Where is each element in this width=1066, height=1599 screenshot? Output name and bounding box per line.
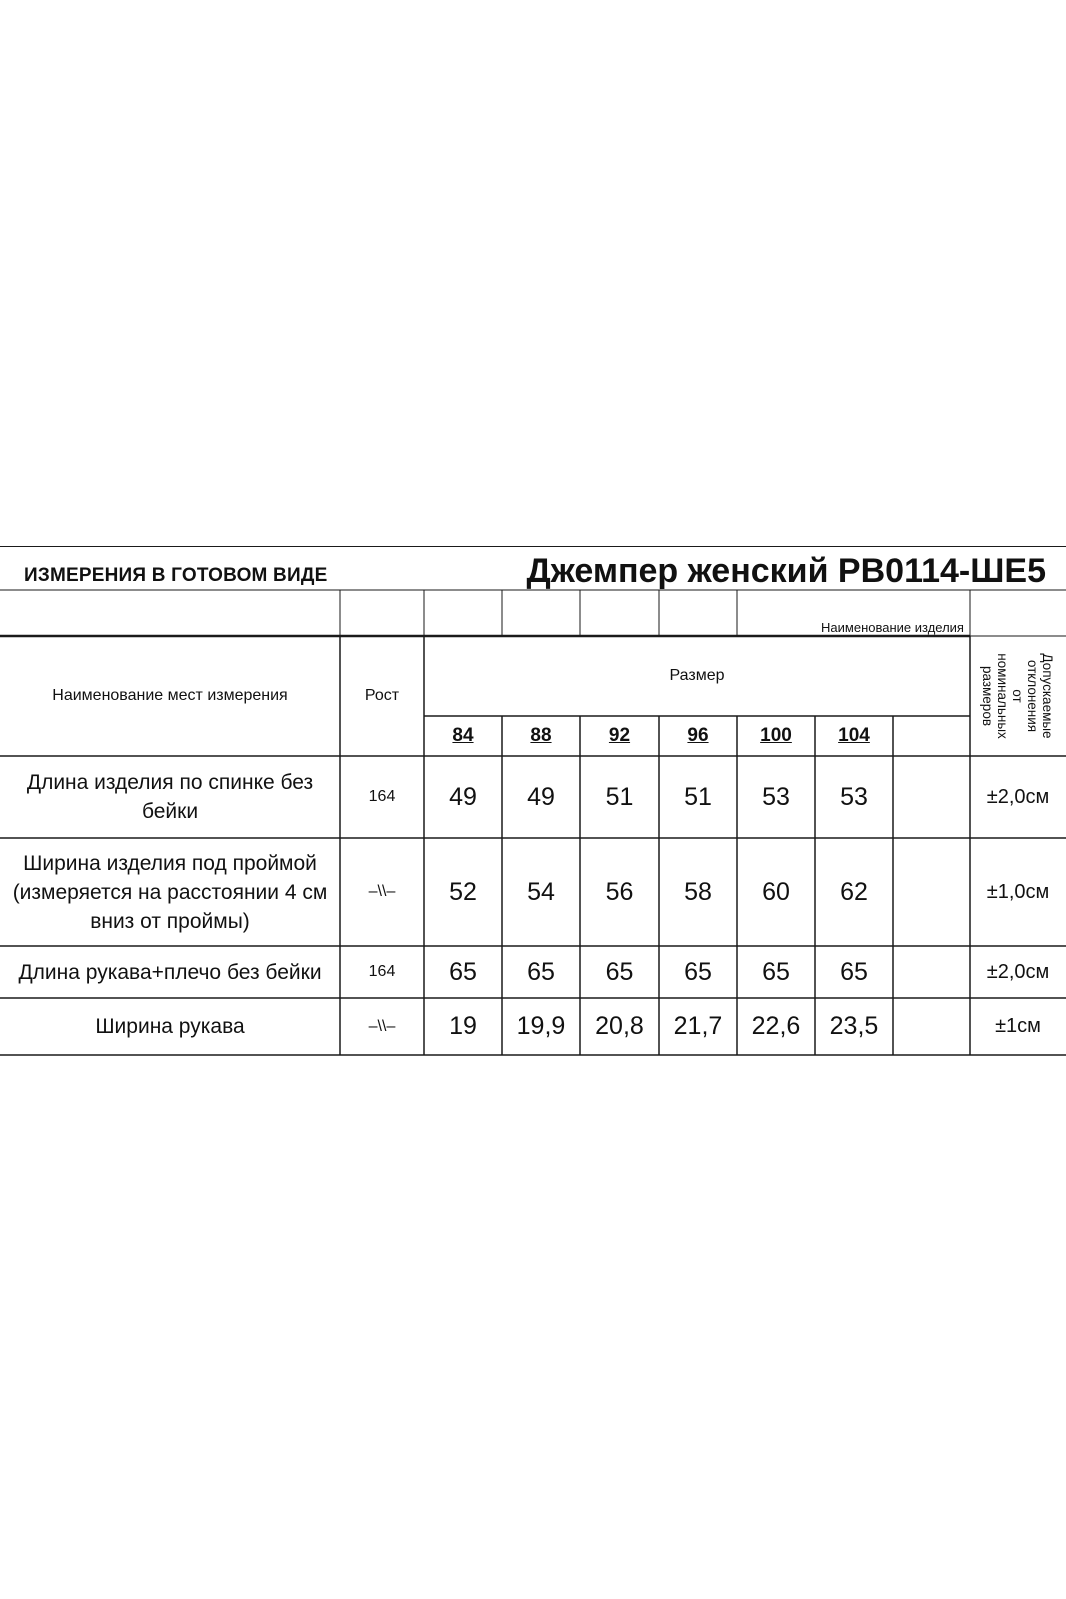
- row-2-value-104: 62: [840, 877, 868, 906]
- product-name-caption: Наименование изделия: [821, 619, 964, 635]
- row-1-tolerance: ±2,0см: [986, 785, 1050, 808]
- row-1-value-84: 49: [449, 782, 477, 811]
- tolerance-header: [970, 642, 1066, 750]
- row-4-value-92: 20,8: [595, 1012, 644, 1040]
- row-2-height: –\\–: [368, 883, 396, 900]
- row-4-value-96: 21,7: [673, 1012, 723, 1040]
- row-3-value-96: 65: [684, 957, 712, 986]
- row-3-value-84: 65: [449, 957, 477, 986]
- size-88: 88: [530, 725, 552, 746]
- size-84: 84: [452, 725, 474, 746]
- height-header: Рост: [364, 687, 400, 704]
- row-1-value-96: 51: [684, 782, 712, 811]
- row-2-value-88: 54: [527, 877, 555, 906]
- row-2-value-100: 60: [762, 877, 790, 906]
- row-1-value-92: 51: [605, 782, 634, 811]
- row-2-value-96: 58: [684, 877, 712, 906]
- product-title: Джемпер женский РВ0114-ШЕ5: [526, 551, 1046, 590]
- row-3-tolerance: ±2,0см: [986, 960, 1050, 983]
- row-1-value-100: 53: [762, 782, 790, 811]
- row-4-height: –\\–: [368, 1017, 396, 1035]
- row-3-value-104: 65: [840, 957, 868, 986]
- row-3-value-92: 65: [605, 957, 634, 986]
- row-4-tolerance: ±1см: [995, 1015, 1041, 1037]
- row-4-value-100: 22,6: [751, 1012, 801, 1040]
- row-4-value-104: 23,5: [829, 1012, 879, 1040]
- size-96: 96: [687, 725, 709, 746]
- row-2-value-84: 52: [449, 877, 477, 906]
- measure-place-header: Наименование мест измерения: [52, 687, 288, 704]
- measurements-title: ИЗМЕРЕНИЯ В ГОТОВОМ ВИДЕ: [24, 565, 328, 586]
- row-4-value-88: 19,9: [516, 1012, 566, 1040]
- row-1-height: 164: [368, 788, 396, 805]
- row-2-tolerance: ±1,0см: [986, 880, 1050, 903]
- row-2-label: Ширина изделия под проймой (измеряется на расстоянии 4 см вниз от проймы): [12, 851, 328, 933]
- size-104: 104: [838, 725, 870, 746]
- row-4-value-84: 19: [449, 1012, 477, 1040]
- row-1-value-104: 53: [840, 782, 868, 811]
- size-header: Размер: [669, 667, 725, 684]
- row-4-label: Ширина рукава: [95, 1015, 245, 1038]
- size-chart-sheet: [0, 546, 1066, 1056]
- tolerance-header-text: Допускаемые отклонения от номинальных размеров: [980, 653, 1056, 739]
- row-1-value-88: 49: [527, 782, 555, 811]
- row-3-value-100: 65: [762, 957, 790, 986]
- row-3-height: 164: [368, 963, 396, 980]
- size-92: 92: [608, 725, 631, 746]
- row-1-label: Длина изделия по спинке без бейки: [26, 771, 314, 823]
- size-100: 100: [760, 725, 792, 746]
- row-3-label: Длина рукава+плечо без бейки: [18, 960, 322, 984]
- row-3-value-88: 65: [527, 957, 555, 986]
- row-2-value-92: 56: [605, 877, 634, 906]
